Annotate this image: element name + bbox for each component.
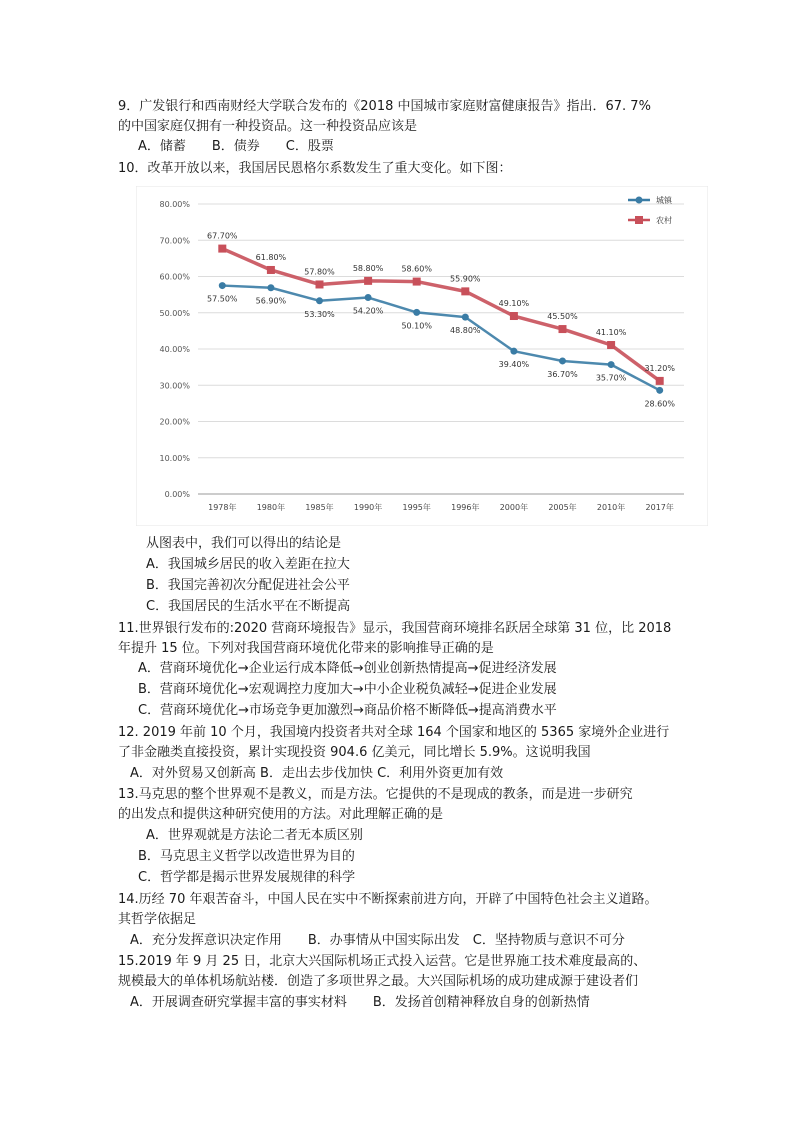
q9-line1: 9．广发银行和西南财经大学联合发布的《2018 中国城市家庭财富健康报告》指出．67. 7% bbox=[118, 99, 651, 114]
data-point bbox=[316, 280, 324, 288]
x-tick-label: 1990年 bbox=[353, 503, 383, 512]
data-point bbox=[267, 266, 275, 274]
data-point bbox=[607, 341, 615, 349]
q11-option-c: C．营商环境优化→市场竞争更加激烈→商品价格不断降低→提高消费水平 bbox=[138, 703, 557, 718]
y-tick-label: 40.00% bbox=[159, 345, 190, 354]
data-label: 56.90% bbox=[255, 296, 287, 306]
data-label: 57.80% bbox=[304, 267, 335, 277]
q13-option-a: A．世界观就是方法论二者无本质区别 bbox=[146, 828, 363, 843]
x-tick-label: 1995年 bbox=[402, 503, 431, 512]
x-tick-label: 2005年 bbox=[548, 503, 577, 512]
q14-line2: 其哲学依据足 bbox=[118, 912, 197, 927]
data-label: 58.60% bbox=[401, 264, 432, 274]
q12-line2: 了非金融类直接投资，累计实现投资 904.6 亿美元，同比增长 5.9%。这说明我国 bbox=[118, 745, 591, 760]
data-point bbox=[510, 348, 517, 355]
x-tick-label: 1980年 bbox=[256, 503, 286, 512]
q11-line1: 11.世界银行发布的:2020 营商环境报告》显示，我国营商环境排名跃居全球第 31 位，比 2018 bbox=[118, 621, 672, 636]
legend-swatch-marker bbox=[635, 216, 643, 224]
y-tick-label: 30.00% bbox=[159, 381, 190, 391]
y-tick-label: 60.00% bbox=[159, 272, 190, 282]
data-label: 67.70% bbox=[207, 231, 238, 241]
q14-options: A．充分发挥意识决定作用 B．办事情从中国实际出发 C．坚持物质与意识不可分 bbox=[130, 933, 625, 948]
data-point bbox=[218, 245, 226, 253]
data-label: 55.90% bbox=[450, 274, 481, 284]
legend-label: 农村 bbox=[656, 216, 672, 225]
q13-option-b: B．马克思主义哲学以改造世界为目的 bbox=[138, 849, 355, 864]
engel-coefficient-chart bbox=[136, 186, 708, 526]
legend-swatch-marker bbox=[636, 197, 643, 204]
data-label: 36.70% bbox=[547, 369, 578, 379]
q13-line1: 13.马克思的整个世界观不是教义，而是方法。它提供的不是现成的教条，而是进一步研究 bbox=[118, 787, 633, 802]
data-label: 41.10% bbox=[595, 328, 627, 338]
data-point bbox=[608, 361, 615, 368]
data-point bbox=[559, 325, 567, 333]
y-tick-label: 0.00% bbox=[164, 490, 190, 499]
chart-svg bbox=[136, 186, 708, 526]
data-label: 50.10% bbox=[401, 321, 432, 331]
q13-line2: 的出发点和提供这种研究使用的方法。对此理解正确的是 bbox=[118, 807, 444, 822]
q10-option-a: A．我国城乡居民的收入差距在拉大 bbox=[146, 557, 350, 572]
q11-option-b: B．营商环境优化→宏观调控力度加大→中小企业税负减轻→促进企业发展 bbox=[138, 682, 557, 697]
data-label: 39.40% bbox=[498, 360, 530, 370]
q11-option-a: A．营商环境优化→企业运行成本降低→创业创新热情提高→促进经济发展 bbox=[138, 661, 557, 676]
data-point bbox=[219, 282, 226, 289]
data-point bbox=[462, 314, 469, 321]
x-tick-label: 1996年 bbox=[451, 503, 480, 512]
data-label: 35.70% bbox=[595, 373, 627, 383]
data-point bbox=[461, 287, 469, 295]
data-point bbox=[656, 387, 663, 394]
data-point bbox=[365, 294, 372, 301]
data-point bbox=[316, 297, 323, 304]
data-label: 45.50% bbox=[547, 312, 578, 322]
q12-options: A．对外贸易又创新高 B．走出去步伐加快 C．利用外资更加有效 bbox=[130, 766, 504, 781]
data-point bbox=[510, 312, 518, 320]
data-point bbox=[267, 284, 274, 291]
data-point bbox=[559, 357, 566, 364]
data-label: 54.20% bbox=[352, 306, 384, 316]
q9-options: A．储蓄 B．债券 C．股票 bbox=[138, 139, 334, 154]
data-label: 61.80% bbox=[255, 252, 287, 262]
q10-lead: 从图表中，我们可以得出的结论是 bbox=[146, 536, 342, 551]
y-tick-label: 50.00% bbox=[159, 308, 190, 318]
q10-stem: 10．改革开放以来，我国居民恩格尔系数发生了重大变化。如下图： bbox=[118, 161, 512, 176]
x-tick-label: 2017年 bbox=[645, 503, 674, 512]
data-label: 57.50% bbox=[207, 294, 238, 304]
x-tick-label: 2010年 bbox=[596, 503, 626, 512]
x-tick-label: 2000年 bbox=[499, 503, 529, 512]
data-point bbox=[364, 277, 372, 285]
q10-option-c: C．我国居民的生活水平在不断提高 bbox=[146, 599, 351, 614]
y-tick-label: 70.00% bbox=[159, 236, 190, 246]
data-point bbox=[413, 309, 420, 316]
x-tick-label: 1978年 bbox=[208, 503, 237, 512]
y-tick-label: 20.00% bbox=[159, 417, 190, 427]
data-label: 28.60% bbox=[644, 399, 675, 409]
q15-line2: 规模最大的单体机场航站楼．创造了多项世界之最。大兴国际机场的成功建成源于建设者们 bbox=[118, 974, 639, 989]
q15-line1: 15.2019 年 9 月 25 日，北京大兴国际机场正式投入运营。它是世界施工技术难度最高的、 bbox=[118, 954, 647, 969]
q14-line1: 14.历经 70 年艰苦奋斗，中国人民在实中不断探索前进方向，开辟了中国特色社会主义道路。 bbox=[118, 892, 658, 907]
x-tick-label: 1985年 bbox=[305, 503, 334, 512]
data-label: 48.80% bbox=[450, 326, 481, 336]
data-label: 58.80% bbox=[352, 263, 384, 273]
y-tick-label: 10.00% bbox=[159, 453, 190, 463]
q15-options: A．开展调查研究掌握丰富的事实材料 B．发扬首创精神释放自身的创新热情 bbox=[130, 995, 590, 1010]
data-point bbox=[656, 377, 664, 385]
data-label: 49.10% bbox=[498, 299, 530, 309]
data-label: 53.30% bbox=[304, 309, 335, 319]
q12-line1: 12. 2019 年前 10 个月，我国境内投资者共对全球 164 个国家和地区的 5365 家境外企业进行 bbox=[118, 725, 670, 740]
legend-label: 城镇 bbox=[656, 196, 672, 205]
q10-option-b: B．我国完善初次分配促进社会公平 bbox=[146, 578, 350, 593]
q11-line2: 年提升 15 位。下列对我国营商环境优化带来的影响推导正确的是 bbox=[118, 641, 494, 656]
q13-option-c: C．哲学都是揭示世界发展规律的科学 bbox=[138, 870, 356, 885]
q9-line2: 的中国家庭仅拥有一种投资品。这一种投资品应该是 bbox=[118, 119, 418, 134]
data-label: 31.20% bbox=[644, 363, 675, 373]
y-tick-label: 80.00% bbox=[159, 200, 190, 209]
data-point bbox=[413, 278, 421, 286]
